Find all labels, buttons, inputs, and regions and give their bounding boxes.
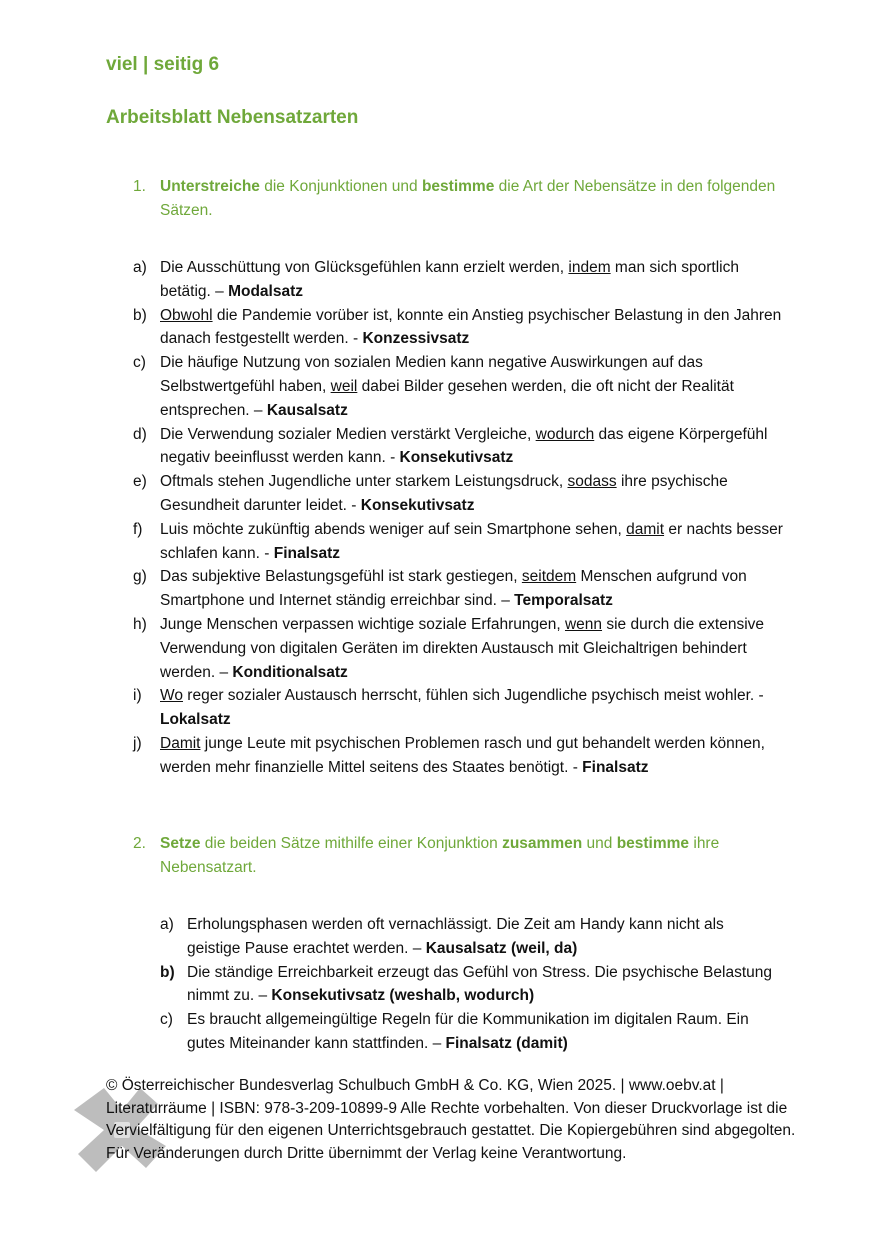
sentence-text: Die Ausschüttung von Glücksgefühlen kann erzielt werden, xyxy=(160,259,569,276)
exercise-1-list xyxy=(133,256,783,780)
answer: Konzessivsatz xyxy=(362,330,470,348)
list-item xyxy=(133,613,783,684)
item-label: b) xyxy=(160,963,175,981)
copyright-footer: © Österreichischer Bundesverlag Schulbuch GmbH & Co. KG, Wien 2025. | www.oebv.at | Literaturräume | ISBN: 978-3-209-10899-9 Alle Rechte vorbehalten. Von dieser Druckvorlage ist die Vervielfältigung für den eigenen Unterrichtsgebrauch gestattet. Die Kopiergebühren sind abgegolten. Für Veränderungen durch Dritte übernimmt der Verlag keine Verantwortung. xyxy=(106,1077,796,1162)
list-item xyxy=(133,423,783,471)
instruction-verb: bestimme xyxy=(421,178,495,195)
sentence-text: Die häufige Nutzung von sozialen Medien kann negative Auswirkungen auf das Selbstwertgefühl haben, xyxy=(160,354,703,395)
list-item xyxy=(160,961,780,1009)
sentence-text: Menschen aufgrund von Smartphone und Internet ständig erreichbar sind. – xyxy=(160,568,747,610)
answer: Finalsatz xyxy=(273,544,341,562)
conjunction: wenn xyxy=(564,615,603,633)
item-label: b) xyxy=(133,306,147,324)
item-label: e) xyxy=(133,473,147,491)
sentence-text: Es braucht allgemeingültige Regeln für die Kommunikation im digitalen Raum. Ein gutes Miteinander kann stattfinden. – xyxy=(187,1011,749,1052)
sentence-text: die Pandemie vorüber ist, konnte ein Anstieg psychischer Belastung in den Jahren danach festgestellt werden. - xyxy=(160,306,782,348)
list-item xyxy=(133,351,783,422)
task-1-instruction xyxy=(133,175,783,223)
item-label: j) xyxy=(133,734,142,752)
sentence-text: Erholungsphasen werden oft vernachlässigt. Die Zeit am Handy kann nicht als geistige Pause erachtet werden. – xyxy=(187,916,724,957)
item-label: a) xyxy=(133,259,147,276)
sentence-text: sie durch die extensive Verwendung von digitalen Geräten im direkten Austausch mit Gleichaltrigen behindert werden. – xyxy=(160,615,765,681)
sentence-text: Oftmals stehen Jugendliche unter starkem Leistungsdruck, xyxy=(160,473,568,491)
answer: Kausalsatz xyxy=(266,401,348,419)
conjunction: Damit xyxy=(160,734,201,752)
sentence-text: das eigene Körpergefühl negativ beeinflusst werden kann. - xyxy=(160,425,768,467)
list-item xyxy=(160,913,780,961)
item-label: i) xyxy=(133,687,142,705)
sentence-text: er nachts besser schlafen kann. - xyxy=(160,520,783,562)
conjunction: wodurch xyxy=(535,425,595,443)
answer: Finalsatz (damit) xyxy=(445,1034,568,1052)
task-2-instruction xyxy=(133,832,783,880)
instruction-verb: Unterstreiche xyxy=(160,178,260,195)
conjunction: sodass xyxy=(567,473,617,491)
task-number: 1. xyxy=(133,178,146,195)
instruction-verb: zusammen xyxy=(502,835,583,852)
answer: Konsekutivsatz xyxy=(399,449,514,467)
list-item xyxy=(133,518,783,566)
list-item xyxy=(133,304,783,352)
sentence-text: Junge Menschen verpassen wichtige soziale Erfahrungen, xyxy=(160,615,565,633)
sentence-text: man sich sportlich betätig. – xyxy=(160,259,739,300)
item-label: c) xyxy=(133,354,146,372)
list-item xyxy=(133,732,783,780)
list-item xyxy=(133,565,783,613)
answer: Lokalsatz xyxy=(160,711,231,729)
sentence-text: reger sozialer Austausch herrscht, fühlen sich Jugendliche psychisch meist wohler. - xyxy=(182,687,764,705)
answer: Temporalsatz xyxy=(514,592,613,610)
sentence-text: dabei Bilder gesehen werden, die oft nicht der Realität entsprechen. – xyxy=(160,377,734,419)
sentence-text: ihre psychische Gesundheit darunter leidet. - xyxy=(160,473,728,514)
answer: Modalsatz xyxy=(228,282,304,300)
list-item xyxy=(160,1008,780,1056)
worksheet-title: Arbeitsblatt Nebensatzarten xyxy=(106,107,359,128)
conjunction: Obwohl xyxy=(160,306,213,324)
sentence-text: Das subjektive Belastungsgefühl ist stark gestiegen, xyxy=(160,568,522,586)
item-label: g) xyxy=(133,568,147,586)
answer: Kausalsatz (weil, da) xyxy=(425,939,578,957)
page-header: viel | seitig 6 xyxy=(106,54,220,75)
sentence-text: junge Leute mit psychischen Problemen rasch und gut behandelt werden können, werden mehr finanzielle Mittel seitens des Staates benötigt. - xyxy=(160,734,765,776)
instruction-verb: bestimme xyxy=(616,835,690,852)
instruction-text: die beiden Sätze mithilfe einer Konjunktion xyxy=(200,835,503,852)
item-label: d) xyxy=(133,425,147,443)
list-item xyxy=(133,470,783,518)
exercise-2-list xyxy=(160,913,780,1056)
instruction-text: und xyxy=(582,835,617,852)
conjunction: seitdem xyxy=(521,568,577,586)
answer: Konditionalsatz xyxy=(232,663,348,681)
answer: Konsekutivsatz (weshalb, wodurch) xyxy=(271,987,535,1005)
instruction-text: ihre Nebensatzart. xyxy=(160,835,720,876)
item-label: c) xyxy=(160,1011,173,1029)
list-item xyxy=(133,684,783,732)
task-number: 2. xyxy=(133,835,146,852)
instruction-text: die Konjunktionen und xyxy=(259,178,422,195)
sentence-text: Luis möchte zukünftig abends weniger auf sein Smartphone sehen, xyxy=(160,520,627,538)
answer: Konsekutivsatz xyxy=(360,496,475,514)
answer: Finalsatz xyxy=(582,758,649,776)
item-label: a) xyxy=(160,916,174,933)
instruction-verb: Setze xyxy=(160,835,201,852)
item-label: h) xyxy=(133,615,147,633)
conjunction: weil xyxy=(330,377,358,395)
conjunction: Wo xyxy=(160,687,183,705)
sentence-text: Die Verwendung sozialer Medien verstärkt Vergleiche, xyxy=(160,425,536,443)
item-label: f) xyxy=(133,520,143,538)
instruction-text: die Art der Nebensätze in den folgenden Sätzen. xyxy=(160,178,776,219)
list-item xyxy=(133,256,783,304)
conjunction: indem xyxy=(568,259,611,276)
conjunction: damit xyxy=(626,520,665,538)
sentence-text: Die ständige Erreichbarkeit erzeugt das Gefühl von Stress. Die psychische Belastung nimmt zu. – xyxy=(187,963,772,1005)
